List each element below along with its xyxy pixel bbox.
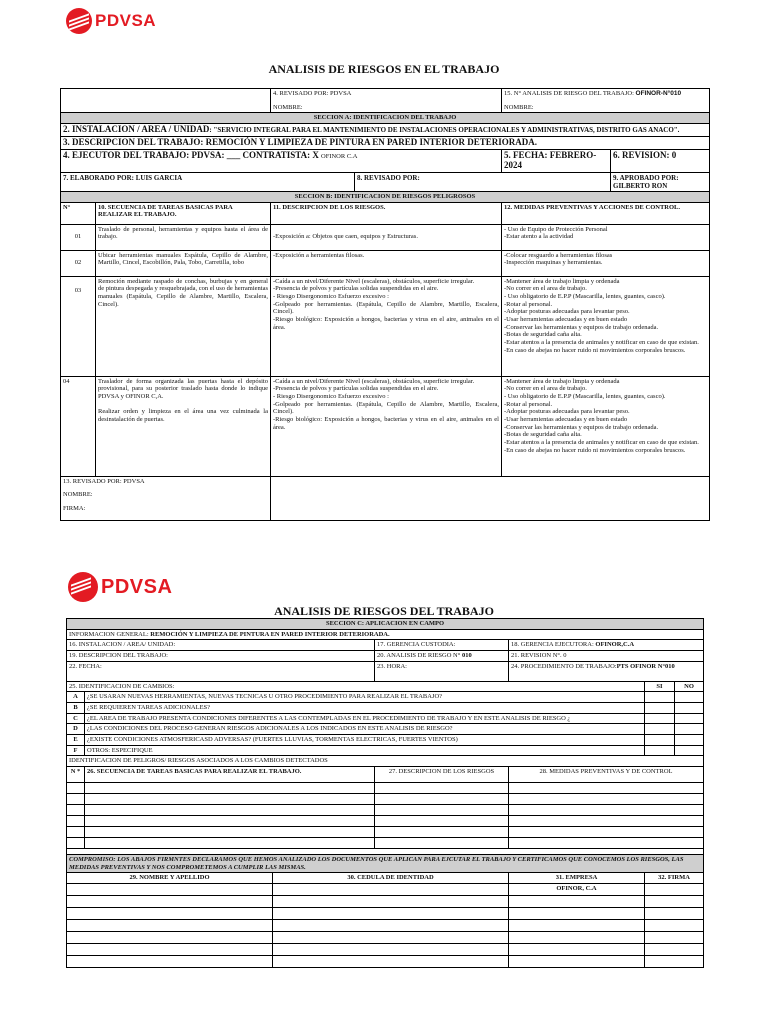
checkbox-si[interactable] <box>645 734 675 745</box>
revision-cell: 6. REVISION: 0 <box>611 149 710 172</box>
signature-row <box>67 943 704 955</box>
blank-task-row <box>67 793 704 804</box>
checkbox-no[interactable] <box>675 734 704 745</box>
pdvsa-sun-icon <box>66 8 92 34</box>
signature-row <box>67 895 704 907</box>
job-description-row: 3. DESCRIPCION DEL TRABAJO: REMOCIÓN Y LIMPIEZA DE PINTURA EN PARED INTERIOR DETERIORADA. <box>61 136 710 149</box>
page-2-title: ANALISIS DE RIESGOS DEL TRABAJO <box>274 604 494 618</box>
signature-row <box>67 931 704 943</box>
page-2 <box>0 560 768 1024</box>
commitment-row: COMPROMISO: LOS ABAJOS FIRMNTES DECLARAMOS QUE HEMOS ANALIZADO LOS DOCUMENTOS QUE APLICAN PARA EJCUTAR EL TRABAJO Y CERTIFICAMOS QUE CONOCEMOS LOS RIESGOS, LAS MEDIDAS PREVENTIVAS Y NOS COMPROMETEMOS A CUMPLIR LAS MISMAS. <box>67 854 704 872</box>
signature-row <box>67 907 704 919</box>
signature-row <box>67 955 704 967</box>
footer-reviewed-cell: 13. REVISADO POR: PDVSA NOMBRE: FIRMA: <box>61 476 271 520</box>
table-row: 01 Traslado de personal, herramientas y equipos hasta el área de trabajo. -Exposición a: Objetos que caen, equipos y Estructuras. - Uso de Equipo de Protección Personal -Estar atento a la actividad <box>61 224 710 250</box>
change-row-b: B ¿SE REQUIEREN TAREAS ADICIONALES? <box>67 702 704 713</box>
checkbox-no[interactable] <box>675 724 704 735</box>
blank-task-row <box>67 837 704 848</box>
checkbox-si[interactable] <box>645 745 675 756</box>
section-b-header: SECCION B: IDENTIFICACION DE RIESGOS PELIGROSOS <box>61 192 710 203</box>
pdvsa-logo-2: PDVSA <box>68 572 172 602</box>
change-row-d: D ¿LAS CONDICIONES DEL PROCESO GENERAN RIESGOS ADICIONALES A LOS INDICADOS EN ESTE ANALISIS DE RIESGO? <box>67 724 704 735</box>
blank-task-row <box>67 826 704 837</box>
installation-row: 2. INSTALACION / AREA / UNIDAD: "SERVICIO INTEGRAL PARA EL MANTENIMIENTO DE INSTALACIONES OPERACIONALES Y ADMINISTRATIVAS, DISTRITO GAS ANACO". <box>61 123 710 136</box>
date-cell: 5. FECHA: FEBRERO-2024 <box>502 149 611 172</box>
header-blank-cell <box>61 89 271 113</box>
table-row: 02 Ubicar herramientas manuales Espátula, Cepillo de Alambre, Martillo, Cincel, Escobillón, Pala, Tobo, Carretilla, tobo -Exposición a herramientas filosas. -Colocar resguardo a herramientas filosas -Inspección maquinas y herramientas. <box>61 250 710 276</box>
change-row-c: C ¿EL AREA DE TRABAJO PRESENTA CONDICIONES DIFERENTES A LAS CONTEMPLADAS EN EL PROCEDIMIENTO DE TRABAJO Y EN ESTE ANALISIS DE RIESGO ¿ <box>67 713 704 724</box>
executor-cell: 4. EJECUTOR DEL TRABAJO: PDVSA: ___ CONTRATISTA: X OFINOR C.A <box>61 149 502 172</box>
table-row: 03 Remoción mediante raspado de conchas, burbujas y en general de pintura despegada y resquebrajada, con el uso de herramientas manuales (Espátula, Cepillo de Alambre, Martillo, Escalera, Cincel). -Caída a un nivel/Diferente Nivel (escaleras), obstáculos, superficie irregular. -Presencia de polvos y partículas solidas suspendidas en el aire. - Riesgo Disergonomico Esfuerzo excesivo : -Golpeado por herramientas. (Espátula, Cepillo de Alambre, Martillo, Escalera, Cincel). -Riesgo biológico: Exposición a hongos, bacterias y virus en el aire, animales en el área. -Mantener área de trabajo limpia y ordenada -No correr en el area de trabajo. - Uso obligatorio de E.P.P (Mascarilla, lentes, guantes, casco). -Rotar al personal. -Adoptar posturas adecuadas para levantar peso. -Usar herramientas adecuadas y en buen estado -Conservar las herramientas y equipos de trabajo ordenada. -Botas de seguridad caña alta. -Estar atentos a la presencia de animales y notificar en caso de que existan. -En caso de abejas no hacer ruido ni movimientos corporales bruscos. <box>61 276 710 376</box>
approved-by-cell: 9. APROBADO POR: GILBERTO RON <box>611 172 710 192</box>
checkbox-si[interactable] <box>645 724 675 735</box>
reviewed-by-cell: 4. REVISADO POR: PDVSA NOMBRE: <box>271 89 502 113</box>
col-risks-header: 11. DESCRIPCION DE LOS RIESGOS. <box>271 202 502 224</box>
checkbox-no[interactable] <box>675 692 704 703</box>
analysis-number-cell: 15. N° ANALISIS DE RIESGO DEL TRABAJO: OFINOR-N°010 NOMBRE: <box>502 89 710 113</box>
no-header: NO <box>675 681 704 692</box>
checkbox-no[interactable] <box>675 702 704 713</box>
blank-task-row <box>67 815 704 826</box>
change-row-f: F OTROS: ESPECIFIQUE <box>67 745 704 756</box>
section-c-header: SECCION C: APLICACION EN CAMPO <box>67 619 704 630</box>
pdvsa-sun-icon <box>68 572 98 602</box>
general-info-row: INFORMACION GENERAL: REMOCIÓN Y LIMPIEZA DE PINTURA EN PARED INTERIOR DETERIORADA. <box>67 629 704 640</box>
blank-task-row <box>67 782 704 793</box>
col-tasks-header: 10. SECUENCIA DE TAREAS BASICAS PARA REALIZAR EL TRABAJO. <box>96 202 271 224</box>
checkbox-no[interactable] <box>675 745 704 756</box>
hazard-identification-row: IDENTIFICACION DE PELIGROS/ RIESGOS ASOCIADOS A LOS CAMBIOS DETECTADOS <box>67 756 704 767</box>
change-row-e: E ¿EXISTE CONDICIONES ATMOSFERICASD ADVERSAS? (FUERTES LLUVIAS, TORMENTAS ELECTRICAS, FUERTES VIENTOS) <box>67 734 704 745</box>
section-a-header: SECCION A: IDENTIFICACION DEL TRABAJO <box>61 113 710 124</box>
change-row-a: A ¿SE USARAN NUEVAS HERRAMIENTAS, NUEVAS TECNICAS U OTRO PROCEDIMIENTO PARA REALIZAR EL TRABAJO? <box>67 692 704 703</box>
table-row: 04 Traslador de forma organizada las puertas hasta el depósito provisional, para su posterior traslado hasta donde lo indique PDVSA y OFINOR C,A. Realizar orden y limpieza en el área una vez culminada la desinstalación de puertas. -Caída a un nivel/Diferente Nivel (escaleras), obstáculos, superficie irregular. -Presencia de polvos y partículas solidas suspendidas en el aire. - Riesgo Disergonomico Esfuerzo excesivo : -Golpeado por herramientas. (Espátula, Cepillo de Alambre, Martillo, Escalera, Cincel). -Riesgo biológico: Exposición a hongos, bacterias y virus en el aire, animales en el área. -Mantener área de trabajo limpia y ordenada -No correr en el area de trabajo. - Uso obligatorio de E.P.P (Mascarilla, lentes, guantes, casco). -Rotar al personal. -Adoptar posturas adecuadas para levantar peso. -Usar herramientas adecuadas y en buen estado -Conservar las herramientas y equipos de trabajo ordenada. -Botas de seguridad caña alta. -Estar atentos a la presencia de animales y notificar en caso de que existan. -En caso de abejas no hacer ruido ni movimientos corporales bruscos. <box>61 376 710 476</box>
col-number-header: N° <box>61 202 96 224</box>
checkbox-no[interactable] <box>675 713 704 724</box>
signature-row <box>67 919 704 931</box>
col-measures-header: 12. MEDIDAS PREVENTIVAS Y ACCIONES DE CONTROL. <box>502 202 710 224</box>
reviewed-by-8-cell: 8. REVISADO POR: <box>355 172 611 192</box>
field-application-table: SECCION C: APLICACION EN CAMPO INFORMACION GENERAL: REMOCIÓN Y LIMPIEZA DE PINTURA EN PARED INTERIOR DETERIORADA. 16. INSTALACION / AREA/ UNIDAD: 17. GERENCIA CUSTODIA: 18. GERENCIA EJECUTORA: OFINOR,C.A 19. DESCRIPCION DEL TRABAJO: 20. ANALISIS DE RIESGO N° 010 21. REVISION N°. 0 22. FECHA: 23. HORA: 24. PROCEDIMIENTO DE TRABAJO:PTS OFINOR N°010 25. IDENTIFICACION DE CAMBIOS: SI NO A ¿SE USARAN NUEVAS HERRAMIENTAS, NUEVAS TECNICAS U OTRO PROCEDIMIENTO PARA REALIZAR EL TRABAJO? B ¿SE REQUIEREN TAREAS ADICIONALES? C ¿EL AREA DE TRABAJO PRESENTA CONDICIONES DIFERENTES A LAS CONTEMPLADAS EN EL PROCEDIMIENTO DE TRABAJO Y EN ESTE ANALISIS DE RIESGO ¿ D ¿LAS CONDICIONES DEL PROCESO GENERAN RIESGOS ADICIONALES A LOS INDICADOS EN ESTE ANALISIS DE RIESGO? E ¿EXISTE CONDICIONES ATMOSFERICASD ADVERSAS? (FUERTES LLUVIAS, TORMENTAS ELECTRICAS, FUERTES VIENTOS) F OTROS: ESPECIFIQUE IDENTIFICACION DE PELIGROS/ RIESGOS ASOCIADOS A LOS CAMBIOS DETECTADOS N * 26. SECUENCIA DE TAREAS BASICAS PARA REALIZAR EL TRABAJO. 27. DESCRIPCION DE LOS RIESGOS 28. MEDIDAS PREVENTIVAS Y DE CONTROL COMPROMISO: LOS ABAJOS FIRMNTES DECLARAMOS QUE HEMOS ANALIZADO LOS DOCUMENTOS QUE APLICAN PARA EJCUTAR EL TRABAJO Y CERTIFICAMOS QUE CONOCEMOS LOS RIESGOS, LAS MEDIDAS PREVENTIVAS Y NOS COMPROMETEMOS A CUMPLIR LAS MISMAS. 29. NOMBRE Y APELLIDO 30. CEDULA DE IDENTIDAD 31. EMPRESA 32. FIRMA OFINOR, C.A <box>66 618 704 968</box>
page-title: ANALISIS DE RIESGOS EN EL TRABAJO <box>268 62 500 76</box>
risk-analysis-table <box>60 88 710 521</box>
checkbox-si[interactable] <box>645 713 675 724</box>
signature-row: OFINOR, C.A <box>67 883 704 895</box>
prepared-by-cell: 7. ELABORADO POR: LUIS GARCIA <box>61 172 355 192</box>
checkbox-si[interactable] <box>645 702 675 713</box>
blank-task-row <box>67 804 704 815</box>
footer-blank-cell <box>271 476 710 520</box>
pdvsa-logo: PDVSA <box>66 8 156 34</box>
si-header: SI <box>645 681 675 692</box>
checkbox-si[interactable] <box>645 692 675 703</box>
